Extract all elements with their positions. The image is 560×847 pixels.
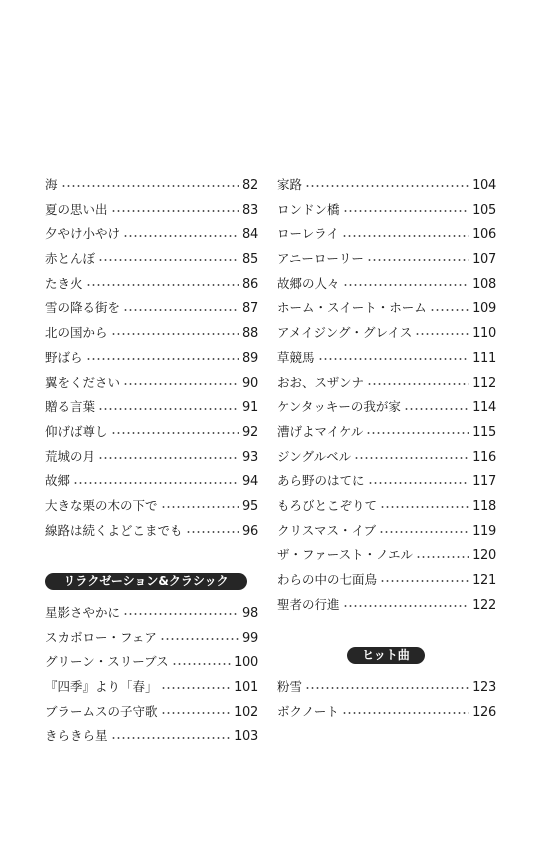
dot-leader [342,712,469,714]
entry-title: ホーム・スイート・ホーム [277,300,427,316]
toc-entry [45,445,258,470]
entry-title: 粉雪 [277,679,303,694]
entry-page-number: 93 [242,449,258,465]
dot-leader [86,358,240,360]
entry-page-number: 107 [472,252,496,268]
toc-entry [45,321,258,346]
toc-right-column [277,173,496,617]
entry-title: 星影さやかに [45,605,121,620]
entry-page-number: 86 [242,276,258,292]
toc-entry [45,296,258,321]
entry-page-number: 116 [472,449,496,465]
entry-title: 家路 [277,177,303,192]
dot-leader [123,309,239,311]
entry-title: アニーローリー [277,251,364,267]
toc-entry [45,494,258,519]
toc-entry [277,494,496,519]
toc-entry [277,173,496,198]
entry-title: ボクノート [277,703,339,719]
dot-leader [161,712,232,714]
toc-entry [277,395,496,420]
entry-page-number: 102 [234,704,258,720]
toc-entry [277,420,496,445]
dot-leader [368,482,470,484]
entry-page-number: 112 [472,375,496,391]
dot-leader [186,531,240,533]
entry-title: あら野のはてに [277,473,365,489]
toc-entry [45,222,258,247]
entry-page-number: 120 [472,548,496,564]
toc-relaxation-list [45,601,258,749]
entry-title: ブラームスの子守歌 [45,703,158,719]
entry-title: 野ばら [45,349,83,365]
entry-page-number: 117 [472,474,496,490]
toc-entry [277,247,496,272]
dot-leader [111,210,240,212]
entry-title: クリスマス・イブ [277,522,377,538]
entry-page-number: 87 [242,301,258,317]
entry-title: たき火 [45,275,83,291]
dot-leader [123,383,239,385]
toc-entry [45,420,258,445]
toc-entry [277,272,496,297]
toc-entry [45,469,258,494]
entry-title: ロンドン橋 [277,201,340,217]
toc-entry [45,395,258,420]
entry-page-number: 98 [242,606,258,621]
entry-page-number: 92 [242,424,258,440]
dot-leader [430,309,469,311]
entry-title: 雪の降る街を [45,300,121,316]
dot-leader [379,531,469,533]
dot-leader [366,432,469,434]
dot-leader [161,687,232,689]
entry-title: 贈る言葉 [45,399,96,415]
entry-title: 『四季』より「春」 [45,679,158,695]
entry-page-number: 110 [472,326,496,342]
dot-leader [380,506,469,508]
dot-leader [342,235,469,237]
entry-page-number: 114 [472,400,496,416]
dot-leader [123,235,239,237]
dot-leader [305,185,469,187]
entry-title: ザ・ファースト・ノエル [277,547,414,563]
entry-page-number: 119 [472,523,496,539]
dot-leader [111,432,240,434]
toc-entry [45,247,258,272]
toc-entry [45,626,258,651]
entry-title: 漕げよマイケル [277,423,364,439]
toc-entry [277,371,496,396]
dot-leader [404,408,469,410]
toc-entry [45,650,258,675]
entry-title: 大きな栗の木の下で [45,497,158,513]
toc-entry [277,675,496,700]
entry-page-number: 88 [242,326,258,342]
entry-page-number: 123 [472,680,496,695]
toc-entry [45,371,258,396]
toc-entry [277,346,496,371]
toc-entry [277,321,496,346]
entry-title: 荒城の月 [45,448,96,464]
entry-title: 夏の思い出 [45,201,108,217]
toc-left-column [45,173,258,543]
entry-page-number: 105 [472,202,496,218]
entry-page-number: 83 [242,202,258,218]
dot-leader [367,383,469,385]
entry-page-number: 126 [472,704,496,720]
entry-page-number: 111 [472,350,496,366]
dot-leader [123,613,239,615]
entry-page-number: 106 [472,227,496,243]
entry-page-number: 109 [472,301,496,317]
dot-leader [98,259,239,261]
dot-leader [98,457,239,459]
entry-page-number: 90 [242,375,258,391]
entry-title: 赤とんぼ [45,251,96,267]
dot-leader [343,605,470,607]
entry-title: きらきら星 [45,728,108,744]
entry-page-number: 84 [242,227,258,243]
entry-page-number: 95 [242,498,258,514]
dot-leader [161,506,240,508]
entry-title: わらの中の七面鳥 [277,572,378,587]
toc-entry [277,445,496,470]
toc-entry [45,173,258,198]
toc-entry [45,700,258,725]
entry-page-number: 99 [242,630,258,646]
entry-title: 草競馬 [277,349,315,365]
dot-leader [416,556,469,558]
entry-page-number: 94 [242,474,258,490]
entry-title: 故郷 [45,473,71,489]
dot-leader [111,333,240,335]
dot-leader [86,284,240,286]
dot-leader [343,284,470,286]
toc-entry [45,346,258,371]
toc-entry [277,568,496,593]
toc-entry [45,601,258,626]
entry-page-number: 104 [472,178,496,193]
entry-title: おお、スザンナ [277,374,365,390]
toc-entry [45,198,258,223]
dot-leader [343,210,470,212]
entry-title: グリーン・スリーブス [45,654,169,670]
entry-page-number: 101 [234,680,258,696]
dot-leader [367,259,469,261]
entry-page-number: 115 [472,424,496,440]
entry-title: ジングルベル [277,448,352,464]
toc-hits-list [277,675,496,724]
toc-entry [277,700,496,725]
dot-leader [415,333,469,335]
entry-page-number: 103 [234,729,258,745]
toc-entry [277,296,496,321]
entry-page-number: 121 [472,573,496,588]
entry-title: 海 [45,177,58,192]
entry-page-number: 100 [234,655,258,671]
entry-page-number: 118 [472,498,496,514]
entry-page-number: 85 [242,252,258,268]
entry-title: 夕やけ小やけ [45,226,121,242]
entry-page-number: 89 [242,350,258,366]
section-heading-hits: ヒット曲 [347,647,425,664]
toc-entry [277,593,496,618]
dot-leader [111,737,232,739]
toc-entry [45,519,258,544]
entry-page-number: 82 [242,178,258,193]
toc-entry [277,222,496,247]
entry-page-number: 122 [472,597,496,613]
entry-title: スカボロー・フェア [45,629,157,645]
dot-leader [318,358,470,360]
section-heading-relaxation-classic: リラクゼーション&クラシック [45,573,247,590]
entry-title: 北の国から [45,325,108,341]
toc-entry [277,469,496,494]
entry-page-number: 96 [242,523,258,539]
dot-leader [73,482,239,484]
dot-leader [98,408,239,410]
toc-entry [277,519,496,544]
dot-leader [380,580,469,582]
toc-entry [277,543,496,568]
dot-leader [61,185,240,187]
entry-title: 仰げば尊し [45,423,108,439]
toc-entry [45,724,258,749]
entry-page-number: 91 [242,400,258,416]
entry-title: 線路は続くよどこまでも [45,522,183,538]
toc-entry [45,675,258,700]
dot-leader [354,457,469,459]
entry-title: ローレライ [277,226,339,242]
dot-leader [305,687,469,689]
dot-leader [160,638,239,640]
entry-title: もろびとこぞりて [277,497,378,513]
toc-entry [45,272,258,297]
dot-leader [172,663,231,665]
entry-title: 故郷の人々 [277,275,340,291]
entry-title: アメイジング・グレイス [277,325,413,341]
entry-title: 翼をください [45,374,121,390]
entry-title: 聖者の行進 [277,596,340,612]
entry-page-number: 108 [472,276,496,292]
toc-entry [277,198,496,223]
entry-title: ケンタッキーの我が家 [277,399,401,415]
